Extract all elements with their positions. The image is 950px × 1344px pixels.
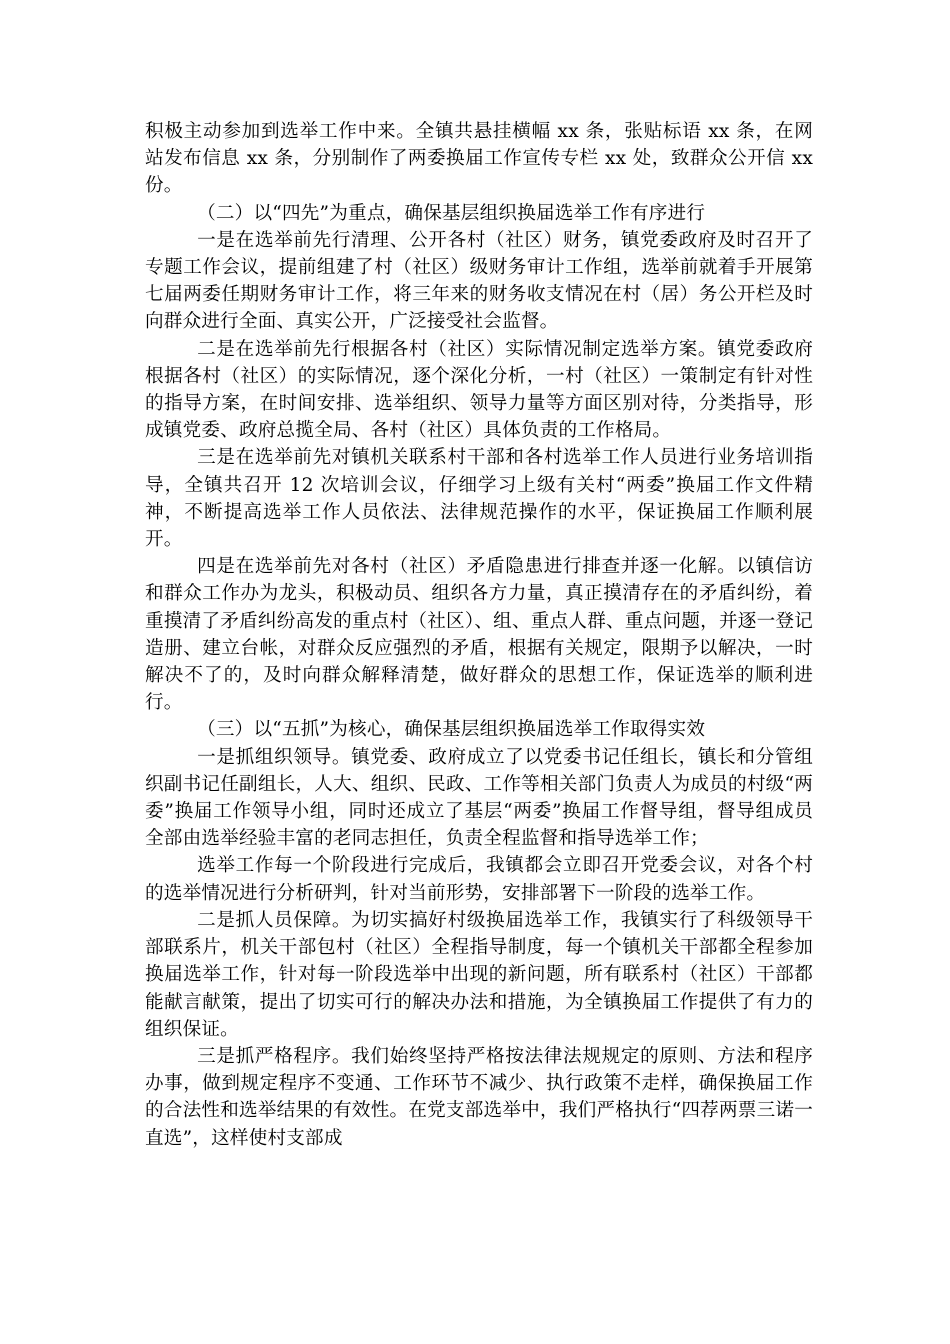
paragraph: 三是抓严格程序。我们始终坚持严格按法律法规规定的原则、方法和程序办事，做到规定程序不变通、工作环节不减少、执行政策不走样，确保换届工作的合法性和选举结果的有效性。在党支部选举中，我们严格执行“四荐两票三诺一直选”，这样使村支部成 (145, 1045, 813, 1149)
paragraph: 四是在选举前先对各村（社区）矛盾隐患进行排查并逐一化解。以镇信访和群众工作办为龙头，积极动员、组织各方力量，真正摸清存在的矛盾纠纷，着重摸清了矛盾纠纷高发的重点村（社区）、组、重点人群、重点问题，并逐一登记造册、建立台帐，对群众反应强烈的矛盾，根据有关规定，限期予以解决，一时解决不了的，及时向群众解释清楚，做好群众的思想工作，保证选举的顺利进行。 (145, 556, 813, 714)
paragraph: 三是在选举前先对镇机关联系村干部和各村选举工作人员进行业务培训指导，全镇共召开 12 次培训会议，仔细学习上级有关村“两委”换届工作文件精神，不断提高选举工作人员依法、法律规范操作的水平，保证换届工作顺利展开。 (145, 447, 813, 551)
paragraph: 二是在选举前先行根据各村（社区）实际情况制定选举方案。镇党委政府根据各村（社区）的实际情况，逐个深化分析，一村（社区）一策制定有针对性的指导方案，在时间安排、选举组织、领导力量等方面区别对待，分类指导，形成镇党委、政府总揽全局、各村（社区）具体负责的工作格局。 (145, 338, 813, 442)
paragraph: 选举工作每一个阶段进行完成后，我镇都会立即召开党委会议，对各个村的选举情况进行分析研判，针对当前形势，安排部署下一阶段的选举工作。 (145, 855, 813, 904)
paragraph: 一是抓组织领导。镇党委、政府成立了以党委书记任组长，镇长和分管组织副书记任副组长，人大、组织、民政、工作等相关部门负责人为成员的村级“两委”换届工作领导小组，同时还成立了基层“两委”换届工作督导组，督导组成员全部由选举经验丰富的老同志担任，负责全程监督和指导选举工作； (145, 746, 813, 850)
paragraph: 二是抓人员保障。为切实搞好村级换届选举工作，我镇实行了科级领导干部联系片，机关干部包村（社区）全程指导制度，每一个镇机关干部都全程参加换届选举工作，针对每一阶段选举中出现的新问题，所有联系村（社区）干部都能献言献策，提出了切实可行的解决办法和措施，为全镇换届工作提供了有力的组织保证。 (145, 909, 813, 1040)
paragraph-continuation: 积极主动参加到选举工作中来。全镇共悬挂横幅 xx 条，张贴标语 xx 条，在网站发布信息 xx 条，分别制作了两委换届工作宣传专栏 xx 处，致群众公开信 xx 份。 (145, 121, 813, 197)
section-heading-3: （三）以“五抓”为核心，确保基层组织换届选举工作取得实效 (197, 719, 706, 741)
paragraph: 一是在选举前先行清理、公开各村（社区）财务，镇党委政府及时召开了专题工作会议，提前组建了村（社区）级财务审计工作组，选举前就着手开展第七届两委任期财务审计工作，将三年来的财务收支情况在村（居）务公开栏及时向群众进行全面、真实公开，广泛接受社会监督。 (145, 229, 813, 333)
document-body (145, 118, 813, 1152)
section-heading-2: （二）以“四先”为重点，确保基层组织换届选举工作有序进行 (197, 202, 706, 224)
